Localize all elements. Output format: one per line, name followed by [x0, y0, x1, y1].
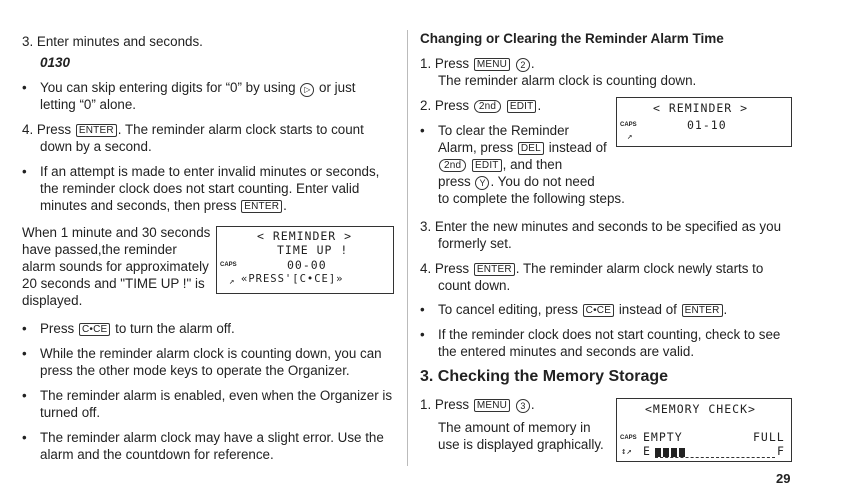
right-step-1: 1. Press MENU 2 . The reminder alarm clock is counting down.: [420, 56, 697, 88]
number-2-key-icon: 2: [516, 58, 530, 72]
step-3: 3. Enter minutes and seconds.: [22, 34, 203, 49]
enter-key-icon: ENTER: [682, 304, 723, 317]
enter-key-icon: ENTER: [76, 124, 117, 137]
timeup-text-1: When 1 minute and 30 seconds: [22, 225, 211, 240]
enter-key-icon: ENTER: [474, 263, 515, 276]
memory-bar-block: [671, 448, 677, 457]
memory-bar-block: [663, 448, 669, 457]
lcd-reminder-edit: < REMINDER > CAPS 01-10 ↗: [616, 97, 792, 147]
right-step-4: 4. Press ENTER . The reminder alarm clock newly starts to count down.: [420, 261, 764, 293]
step-4: 4. Press ENTER . The reminder alarm clock starts to count down by a second.: [22, 122, 364, 154]
skip-text-1: You can skip entering digits for “0” by using: [40, 80, 296, 95]
page-number: 29: [776, 471, 791, 486]
2nd-key-icon: 2nd: [474, 100, 501, 113]
right-step-2: 2. Press 2nd EDIT .: [420, 98, 542, 113]
heading-changing-clearing: Changing or Clearing the Reminder Alarm Time: [420, 31, 724, 46]
enter-key-icon: ENTER: [241, 200, 282, 213]
lcd-time-up: < REMINDER > TIME UP ! CAPS 00-00 ↗ «PRESS'[C•CE]»: [216, 226, 394, 294]
del-key-icon: DEL: [518, 142, 544, 155]
column-divider: [407, 30, 408, 466]
right-arrow-key-icon: ▷: [300, 83, 314, 97]
pointer-arrow-icon: ↗: [627, 132, 633, 142]
2nd-key-icon: 2nd: [439, 159, 466, 172]
cce-key-icon: C•CE: [79, 323, 110, 336]
menu-key-icon: MENU: [474, 58, 510, 71]
memory-step-1: 1. Press MENU 3 .: [420, 397, 535, 412]
memory-bar-block: [655, 448, 661, 457]
pointer-arrow-icon: ↗: [229, 277, 235, 287]
memory-text-2: use is displayed graphically.: [438, 437, 604, 452]
timeup-text-4: 20 seconds and "TIME UP !" is: [22, 276, 205, 291]
number-3-key-icon: 3: [516, 399, 530, 413]
edit-key-icon: EDIT: [472, 159, 502, 172]
y-key-icon: Y: [475, 176, 489, 190]
timeup-text-2: have passed,the reminder: [22, 242, 177, 257]
right-step-3: 3. Enter the new minutes and seconds to be specified as you formerly set.: [420, 219, 782, 251]
skip-text-3: letting “0” alone.: [40, 97, 137, 112]
memory-usage-bar: [655, 448, 775, 458]
skip-text-2: or just: [319, 80, 356, 95]
memory-text-1: The amount of memory in: [438, 420, 591, 435]
memory-bar-block: [679, 448, 685, 457]
lcd-memory-check: <MEMORY CHECK> CAPS EMPTY FULL ↕↗ E F: [616, 398, 792, 462]
timeup-text-3: alarm sounds for approximately: [22, 259, 209, 274]
timeup-text-5: displayed.: [22, 293, 83, 308]
heading-memory-storage: 3. Checking the Memory Storage: [420, 368, 669, 385]
pointer-arrow-icon: ↕↗: [621, 447, 632, 457]
menu-key-icon: MENU: [474, 399, 510, 412]
example-entry: 0130: [40, 55, 71, 70]
edit-key-icon: EDIT: [507, 100, 537, 113]
cce-key-icon: C•CE: [583, 304, 614, 317]
